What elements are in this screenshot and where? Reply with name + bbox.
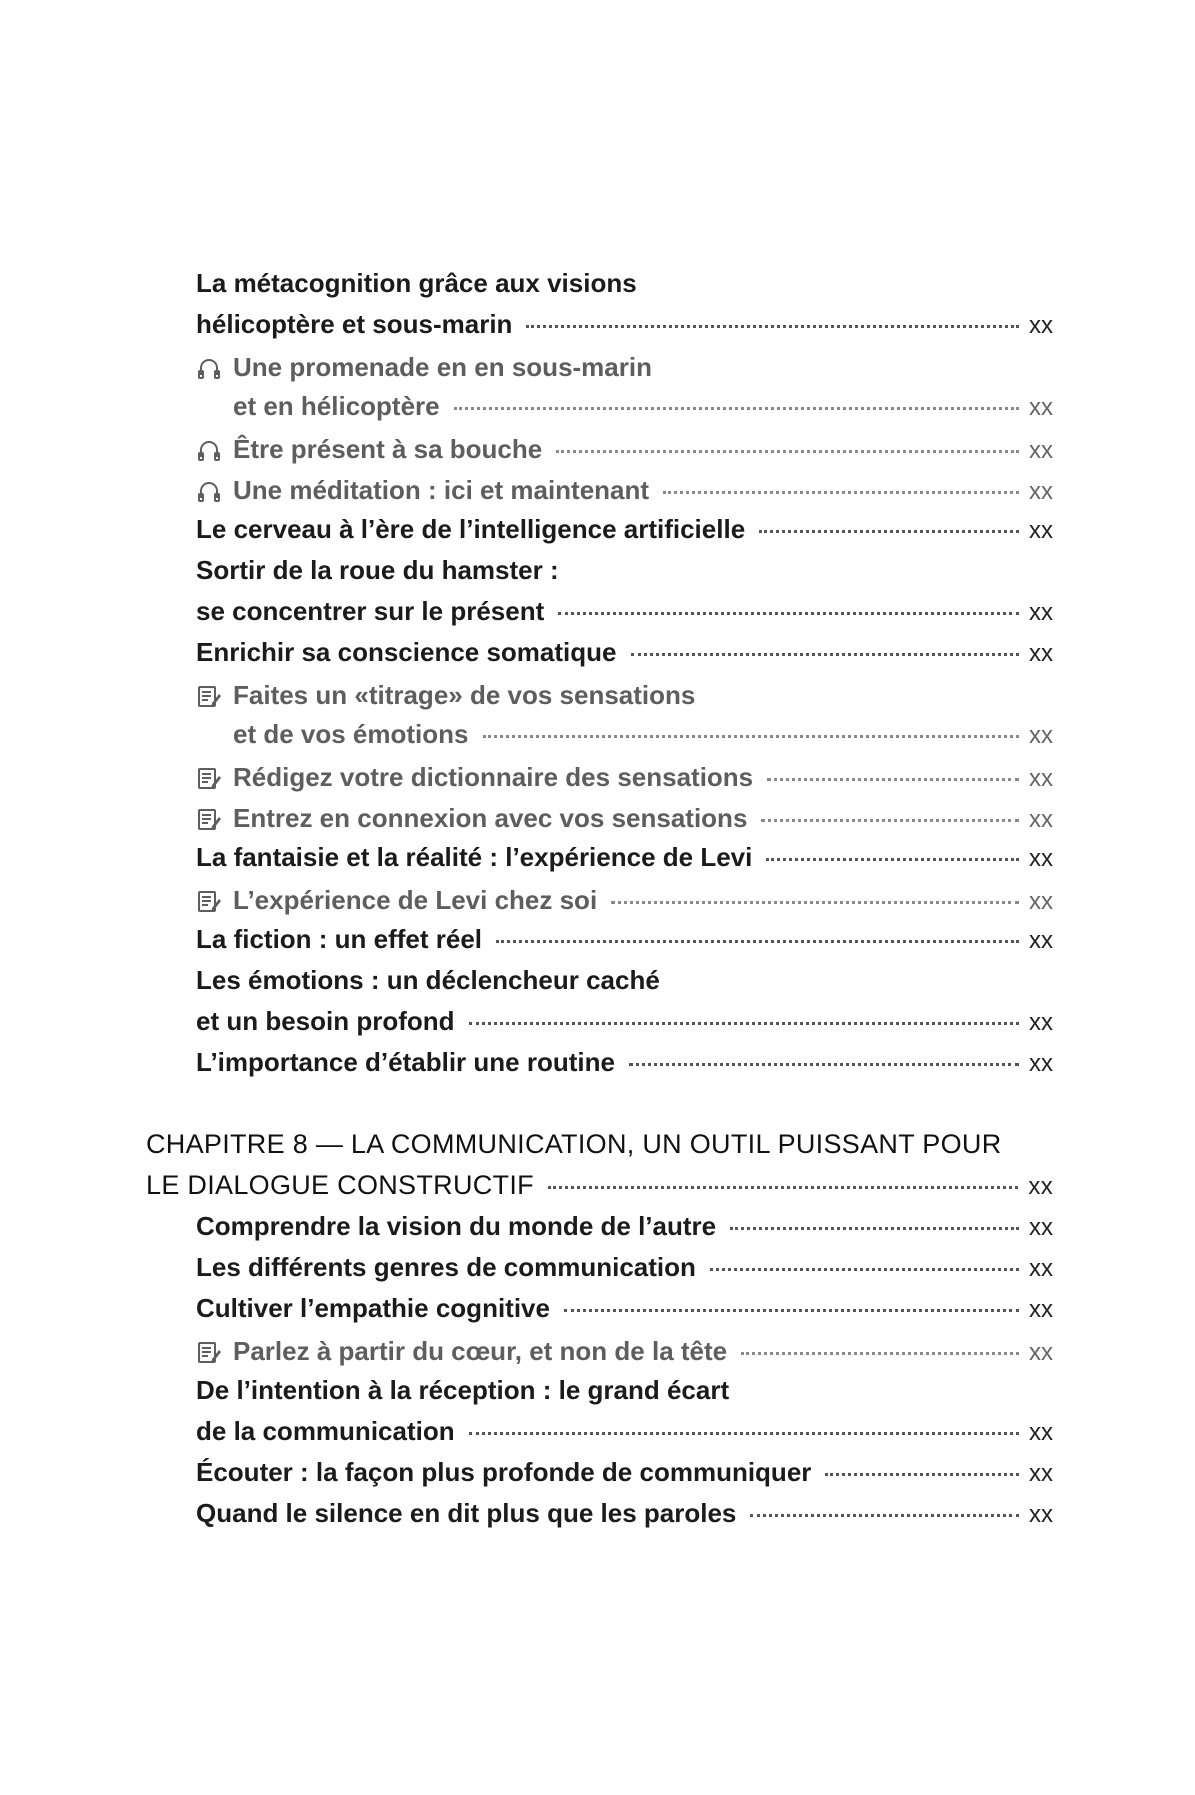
dot-leader: [556, 450, 1019, 453]
toc-entry-text: Les différents genres de communication: [196, 1252, 696, 1282]
notepad-icon: [196, 888, 222, 914]
notepad-icon: [196, 683, 222, 709]
page-number: xx: [1028, 1173, 1053, 1200]
toc-entry-dictionnaire[interactable]: [196, 760, 1053, 802]
chapter-heading-line1: [146, 1129, 1053, 1171]
dot-leader: [548, 1186, 1018, 1189]
dot-leader: [750, 1514, 1019, 1517]
toc-entry-text: Entrez en connexion avec vos sensations: [233, 803, 748, 833]
toc-entry-text: Rédigez votre dictionnaire des sensations: [233, 762, 754, 792]
toc-entry-text: de la communication: [196, 1416, 455, 1446]
toc-entry-text: et en hélicoptère: [233, 391, 440, 421]
dot-leader: [558, 612, 1019, 615]
toc-entry-text: La métacognition grâce aux visions: [196, 268, 637, 298]
toc-entry-text: La fantaisie et la réalité : l’expérience de Levi: [196, 842, 753, 872]
toc-entry-text: Écouter : la façon plus profonde de communiquer: [196, 1457, 812, 1487]
toc-entry-text: L’expérience de Levi chez soi: [233, 885, 598, 915]
toc-entry-text: Faites un «titrage» de vos sensations: [233, 680, 696, 710]
chapter-title-text: LE DIALOGUE CONSTRUCTIF: [146, 1170, 534, 1200]
dot-leader: [469, 1022, 1019, 1025]
page-number: xx: [1029, 888, 1053, 915]
toc-entry-bouche[interactable]: [196, 432, 1053, 474]
toc-entry-levi-chez-soi[interactable]: [196, 883, 1053, 925]
page-number: xx: [1029, 437, 1053, 464]
toc-entry-coeur[interactable]: [196, 1334, 1053, 1376]
headphones-icon: [196, 437, 222, 463]
page-number: xx: [1029, 478, 1053, 505]
dot-leader: [469, 1432, 1019, 1435]
page-number: xx: [1029, 599, 1053, 626]
toc-entry-empathie[interactable]: [196, 1293, 1053, 1335]
dot-leader: [526, 325, 1019, 328]
page-number: xx: [1029, 845, 1053, 872]
toc-entry-connexion[interactable]: [196, 801, 1053, 843]
dot-leader: [629, 1063, 1019, 1066]
toc-entry-titrage[interactable]: [233, 719, 1053, 761]
toc-entry-text: se concentrer sur le présent: [196, 596, 545, 626]
headphones-icon: [196, 355, 222, 381]
toc-entry-genres-communication[interactable]: [196, 1252, 1053, 1294]
toc-entry-metacognition[interactable]: [196, 309, 1053, 351]
headphones-icon: [196, 478, 222, 504]
page-number: xx: [1029, 765, 1053, 792]
page-number: xx: [1029, 1009, 1053, 1036]
dot-leader: [710, 1268, 1019, 1271]
toc-entry-text: Cultiver l’empathie cognitive: [196, 1293, 550, 1323]
dot-leader: [631, 653, 1020, 656]
dot-leader: [761, 819, 1019, 822]
toc-entry-intention[interactable]: [196, 1416, 1053, 1458]
toc-entry-intention-line1: [196, 1375, 1053, 1417]
toc-entry-routine[interactable]: [196, 1047, 1053, 1089]
notepad-icon: [196, 1339, 222, 1365]
page-number: xx: [1029, 394, 1053, 421]
page-number: xx: [1029, 1050, 1053, 1077]
toc-entry-text: Le cerveau à l’ère de l’intelligence artificielle: [196, 514, 746, 544]
chapter-title-text: CHAPITRE 8 — LA COMMUNICATION, UN OUTIL PUISSANT POUR: [146, 1129, 1002, 1159]
toc-entry-text: Les émotions : un déclencheur caché: [196, 965, 660, 995]
toc-entry-hamster-line1: [196, 555, 1053, 597]
toc-entry-text: et de vos émotions: [233, 719, 469, 749]
toc-entry-text: hélicoptère et sous-marin: [196, 309, 513, 339]
toc-entry-text: Une méditation : ici et maintenant: [233, 475, 650, 505]
page-number: xx: [1029, 1255, 1053, 1282]
page-number: xx: [1029, 927, 1053, 954]
toc-entry-cerveau[interactable]: [196, 514, 1053, 556]
dot-leader: [611, 901, 1019, 904]
toc-entry-silence[interactable]: [196, 1498, 1053, 1540]
toc-entry-text: L’importance d’établir une routine: [196, 1047, 615, 1077]
toc-entry-text: De l’intention à la réception : le grand écart: [196, 1375, 730, 1405]
dot-leader: [767, 778, 1019, 781]
toc-entry-ecouter[interactable]: [196, 1457, 1053, 1499]
page-number: xx: [1029, 1339, 1053, 1366]
toc-entry-vision-monde[interactable]: [196, 1211, 1053, 1253]
dot-leader: [454, 407, 1019, 410]
dot-leader: [741, 1352, 1019, 1355]
page-number: xx: [1029, 1460, 1053, 1487]
page-number: xx: [1029, 806, 1053, 833]
toc-entry-fantaisie[interactable]: [196, 842, 1053, 884]
toc-entry-promenade[interactable]: [233, 391, 1053, 433]
toc-entry-text: Quand le silence en dit plus que les paroles: [196, 1498, 737, 1528]
toc-entry-text: La fiction : un effet réel: [196, 924, 483, 954]
toc-entry-text: Parlez à partir du cœur, et non de la tête: [233, 1336, 728, 1366]
dot-leader: [483, 735, 1020, 738]
toc-entry-text: Une promenade en en sous-marin: [233, 352, 652, 382]
dot-leader: [564, 1309, 1019, 1312]
page-number: xx: [1029, 517, 1053, 544]
page-number: xx: [1029, 722, 1053, 749]
toc-entry-text: Être présent à sa bouche: [233, 434, 543, 464]
toc-entry-text: Sortir de la roue du hamster :: [196, 555, 559, 585]
dot-leader: [496, 940, 1019, 943]
toc-entry-somatique[interactable]: [196, 637, 1053, 679]
dot-leader: [759, 530, 1019, 533]
toc-entry-hamster[interactable]: [196, 596, 1053, 638]
toc-entry-emotions[interactable]: [196, 1006, 1053, 1048]
toc-entry-text: Enrichir sa conscience somatique: [196, 637, 617, 667]
toc-entry-text: Comprendre la vision du monde de l’autre: [196, 1211, 717, 1241]
toc-entry-emotions-line1: [196, 965, 1053, 1007]
toc-entry-text: et un besoin profond: [196, 1006, 455, 1036]
dot-leader: [825, 1473, 1019, 1476]
chapter-heading[interactable]: [146, 1170, 1053, 1212]
notepad-icon: [196, 765, 222, 791]
toc-entry-meditation[interactable]: [196, 473, 1053, 515]
toc-entry-titrage-line1: [196, 678, 1053, 720]
page-number: xx: [1029, 640, 1053, 667]
toc-entry-fiction[interactable]: [196, 924, 1053, 966]
page-number: xx: [1029, 1296, 1053, 1323]
page-number: xx: [1029, 1419, 1053, 1446]
notepad-icon: [196, 806, 222, 832]
page-number: xx: [1029, 312, 1053, 339]
toc-entry-promenade-line1: [196, 350, 1053, 392]
dot-leader: [663, 491, 1019, 494]
page-number: xx: [1029, 1214, 1053, 1241]
dot-leader: [766, 858, 1019, 861]
toc-entry-metacognition-line1: [196, 268, 1053, 310]
page-number: xx: [1029, 1501, 1053, 1528]
dot-leader: [730, 1227, 1019, 1230]
